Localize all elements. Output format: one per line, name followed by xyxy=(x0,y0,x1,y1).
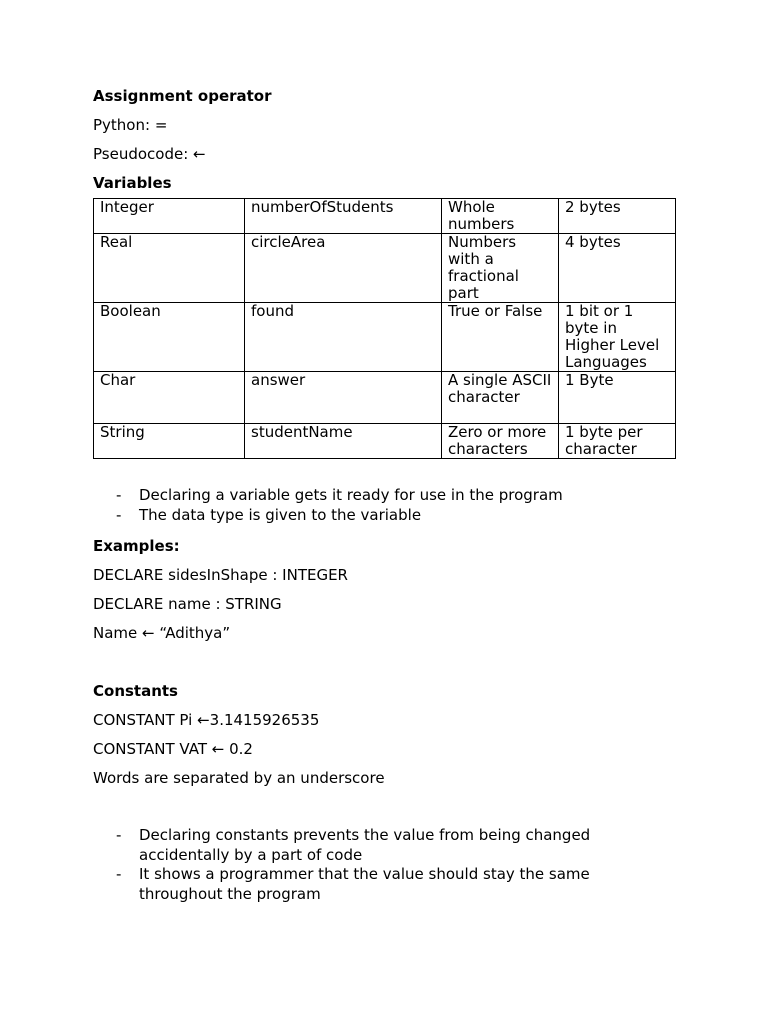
constants-bullet-list xyxy=(93,826,693,904)
table-row xyxy=(94,199,676,234)
table-cell-description: Numbers with a fractional part xyxy=(442,234,559,303)
table-row xyxy=(94,234,676,303)
constants-heading: Constants xyxy=(93,682,178,700)
table-row xyxy=(94,424,676,459)
table-cell-size: 1 Byte xyxy=(559,372,676,424)
table-cell-description: Zero or more characters xyxy=(442,424,559,459)
document-page xyxy=(93,86,693,904)
list-item-text: Declaring a variable gets it ready for use in the program xyxy=(139,486,563,504)
table-cell-size: 1 bit or 1 byte in Higher Level Languages xyxy=(559,303,676,372)
table-cell-size: 1 byte per character xyxy=(559,424,676,459)
table-cell-identifier: studentName xyxy=(245,424,442,459)
table-cell-type: Real xyxy=(94,234,245,303)
examples-heading: Examples: xyxy=(93,537,180,555)
variables-table xyxy=(93,198,676,459)
dash-marker: - xyxy=(116,865,122,883)
list-item xyxy=(93,826,619,865)
constant-line: CONSTANT VAT ← 0.2 xyxy=(93,740,253,758)
table-cell-description: Whole numbers xyxy=(442,199,559,234)
example-line: DECLARE sidesInShape : INTEGER xyxy=(93,566,348,584)
table-cell-description: A single ASCII character xyxy=(442,372,559,424)
dash-marker: - xyxy=(116,505,122,524)
table-cell-type: String xyxy=(94,424,245,459)
list-item-text: The data type is given to the variable xyxy=(139,505,422,524)
table-cell-type: Char xyxy=(94,372,245,424)
python-assignment-line: Python: = xyxy=(93,116,168,134)
list-item xyxy=(93,486,619,506)
table-cell-type: Boolean xyxy=(94,303,245,372)
list-item xyxy=(93,865,619,904)
table-cell-size: 4 bytes xyxy=(559,234,676,303)
table-cell-identifier: found xyxy=(245,303,442,372)
list-item-text: Declaring constants prevents the value from being changed accidentally by a part of code xyxy=(139,826,591,864)
dash-marker: - xyxy=(116,826,122,844)
table-cell-identifier: circleArea xyxy=(245,234,442,303)
constant-line: CONSTANT Pi ←3.1415926535 xyxy=(93,711,320,729)
table-row xyxy=(94,303,676,372)
example-line: DECLARE name : STRING xyxy=(93,595,282,613)
pseudocode-assignment-line: Pseudocode: ← xyxy=(93,145,206,163)
table-cell-identifier: answer xyxy=(245,372,442,424)
variables-heading: Variables xyxy=(93,174,172,192)
list-item xyxy=(93,506,619,526)
assignment-operator-heading: Assignment operator xyxy=(93,87,272,105)
list-item-text: It shows a programmer that the value should stay the same throughout the program xyxy=(139,865,590,903)
constant-note: Words are separated by an underscore xyxy=(93,769,385,787)
table-cell-identifier: numberOfStudents xyxy=(245,199,442,234)
table-row xyxy=(94,372,676,424)
table-cell-size: 2 bytes xyxy=(559,199,676,234)
table-cell-type: Integer xyxy=(94,199,245,234)
variables-bullet-list xyxy=(93,486,693,525)
example-line: Name ← “Adithya” xyxy=(93,624,231,642)
dash-marker: - xyxy=(116,486,122,504)
table-cell-description: True or False xyxy=(442,303,559,372)
